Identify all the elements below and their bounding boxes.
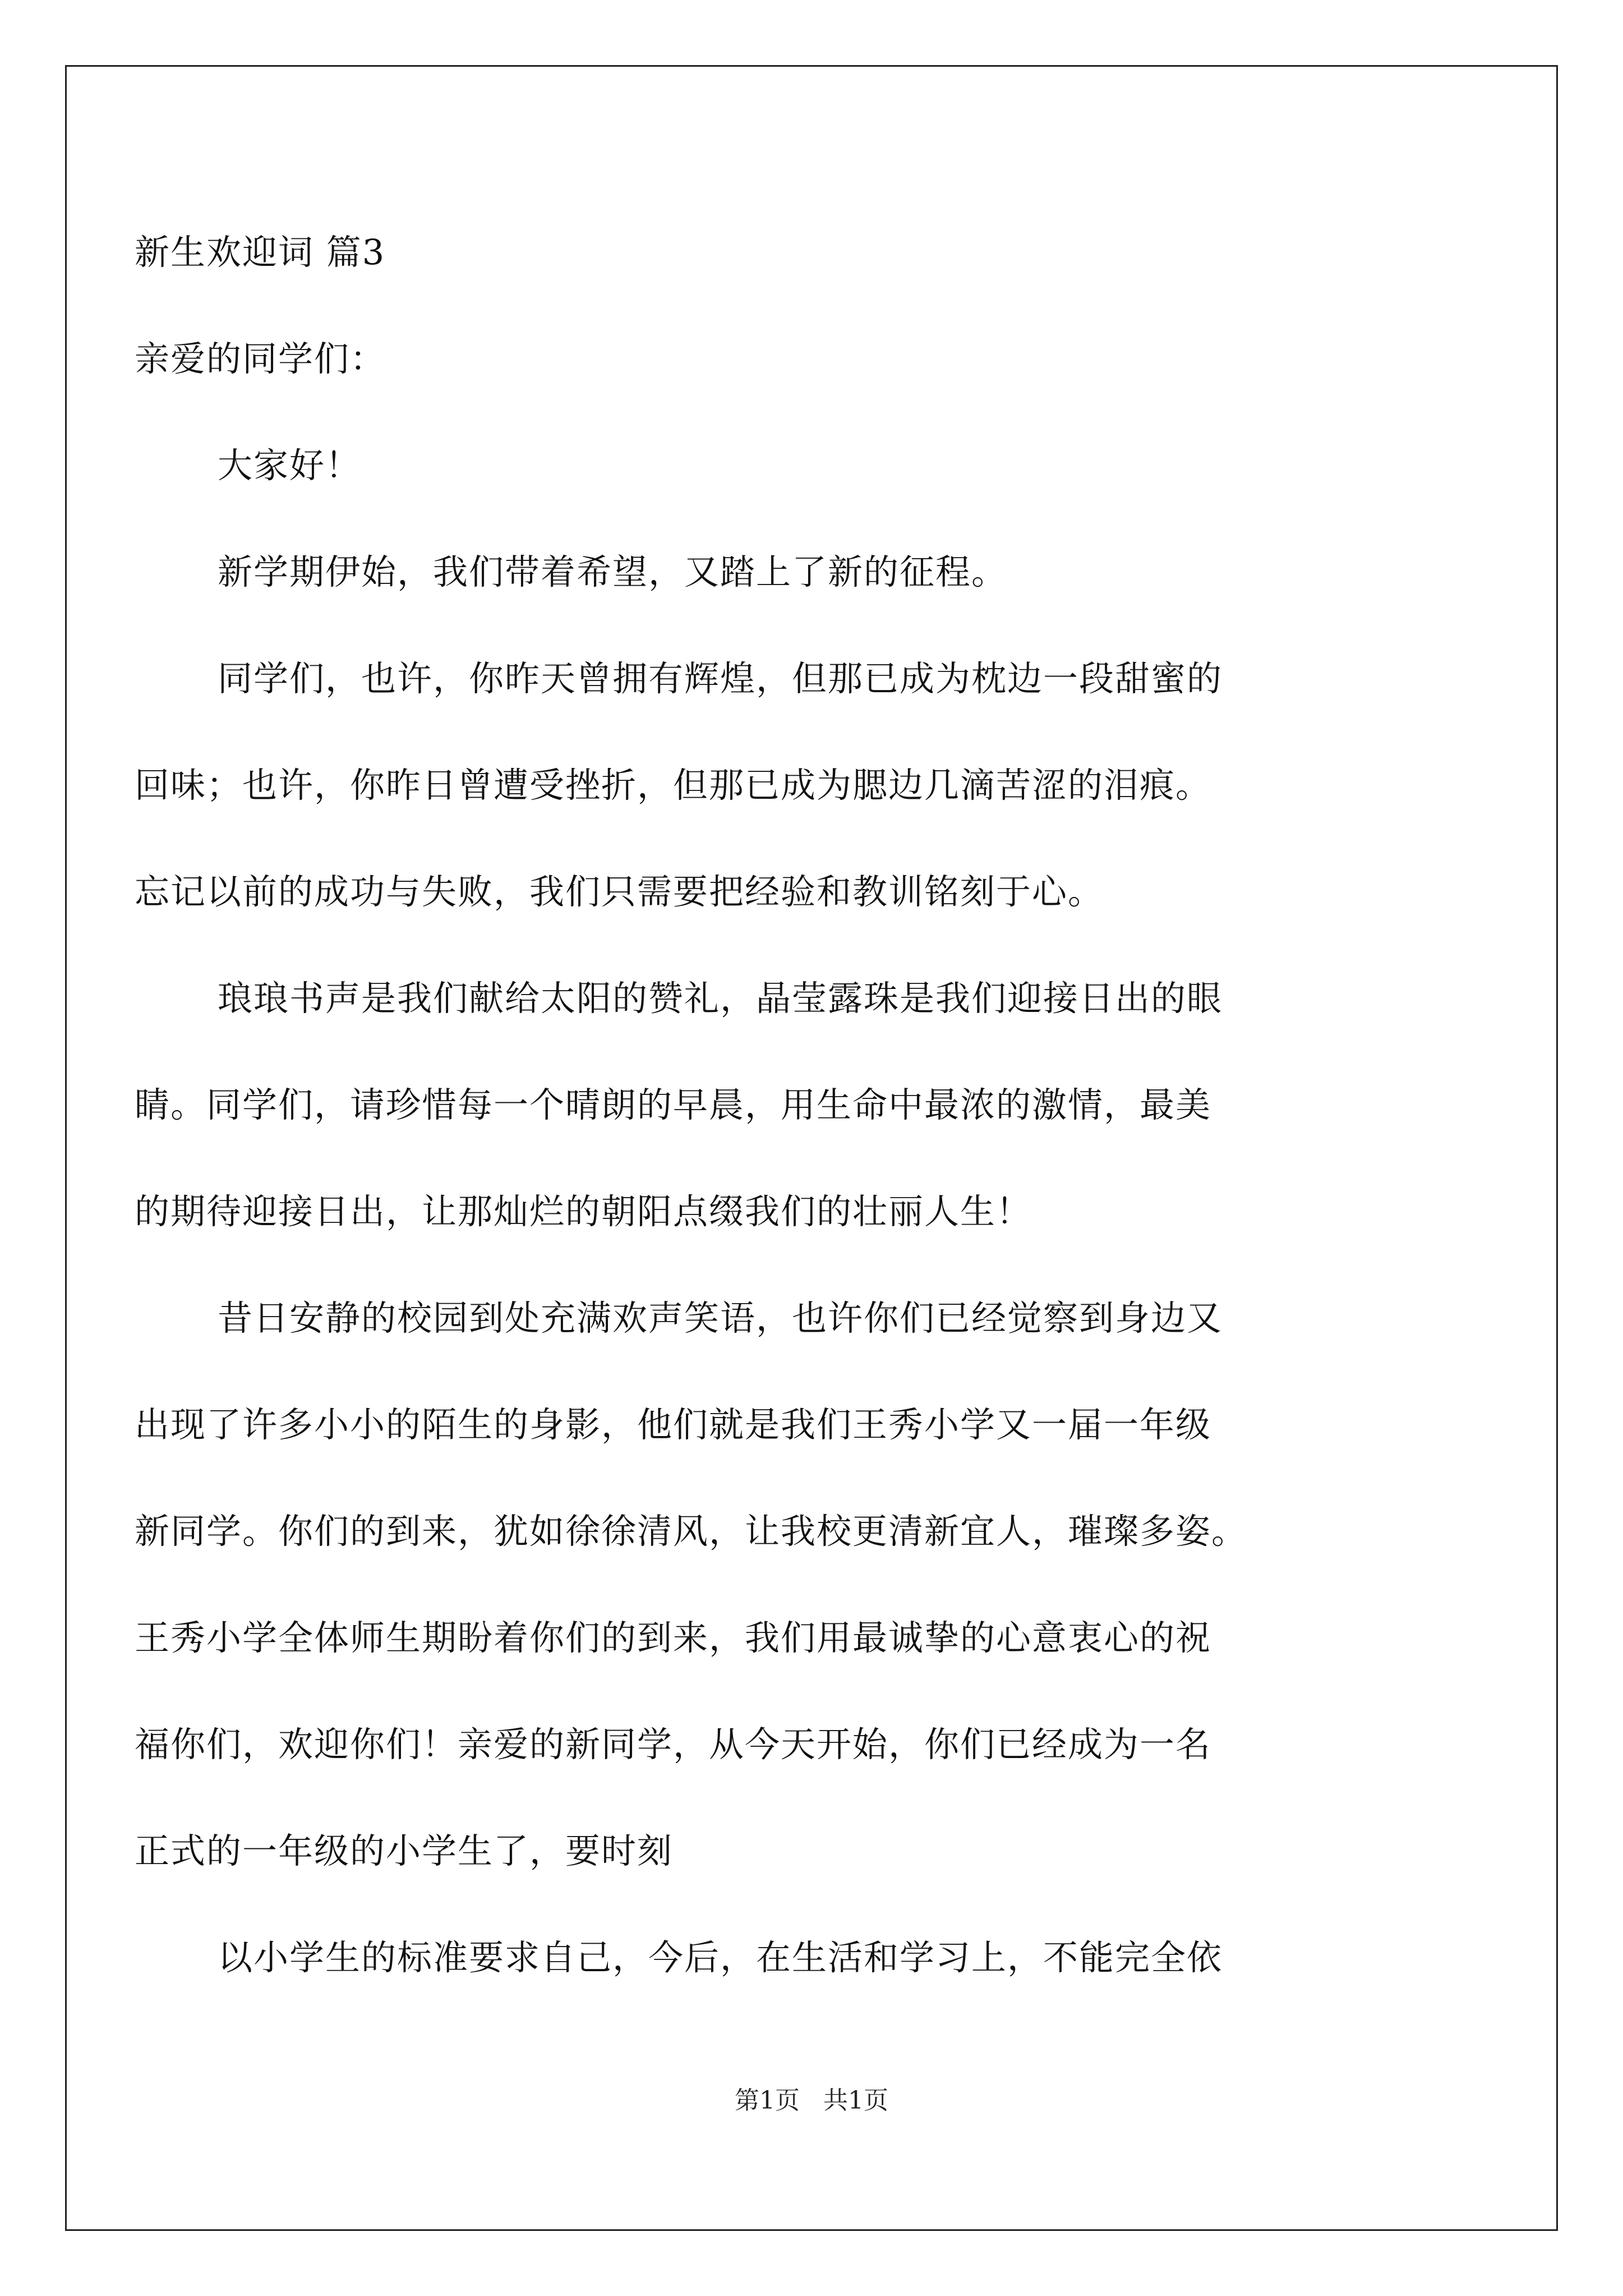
paragraph-line: 睛。同学们，请珍惜每一个晴朗的早晨，用生命中最浓的激情，最美 (135, 1084, 1212, 1125)
paragraph (135, 519, 1424, 625)
document-body (135, 199, 1424, 2011)
paragraph-line: 王秀小学全体师生期盼着你们的到来，我们用最诚挚的心意衷心的祝 (135, 1617, 1212, 1658)
paragraph-line: 以小学生的标准要求自己，今后，在生活和学习上，不能完全依 (218, 1937, 1223, 1978)
paragraph (135, 945, 1424, 1265)
paragraph-line: 的期待迎接日出，让那灿烂的朝阳点缀我们的壮丽人生！ (135, 1191, 1032, 1232)
paragraph (135, 625, 1424, 945)
paragraph (135, 1265, 1424, 1904)
paragraph-line: 福你们，欢迎你们！亲爱的新同学，从今天开始，你们已经成为一名 (135, 1724, 1212, 1765)
paragraph-line: 新学期伊始，我们带着希望，又踏上了新的征程。 (218, 551, 1008, 592)
paragraph-line: 大家好！ (218, 445, 362, 486)
paragraph-line: 新同学。你们的到来，犹如徐徐清风，让我校更清新宜人，璀璨多姿。 (135, 1511, 1248, 1552)
paragraph-line: 忘记以前的成功与失败，我们只需要把经验和教训铭刻于心。 (135, 871, 1104, 912)
paragraph-line: 出现了许多小小的陌生的身影，他们就是我们王秀小学又一届一年级 (135, 1404, 1212, 1445)
page-footer: 第1页 共1页 (735, 2086, 888, 2115)
paragraph-line: 回味；也许，你昨日曾遭受挫折，但那已成为腮边几滴苦涩的泪痕。 (135, 765, 1212, 806)
paragraph-line: 正式的一年级的小学生了，要时刻 (135, 1830, 674, 1871)
paragraph (135, 1904, 1424, 2011)
salutation: 亲爱的同学们： (135, 338, 386, 379)
document-title: 新生欢迎词 篇3 (135, 232, 386, 273)
paragraph-line: 昔日安静的校园到处充满欢声笑语，也许你们已经觉察到身边又 (218, 1297, 1223, 1338)
paragraph-line: 琅琅书声是我们献给太阳的赞礼，晶莹露珠是我们迎接日出的眼 (218, 978, 1223, 1019)
paragraph-line: 同学们，也许，你昨天曾拥有辉煌，但那已成为枕边一段甜蜜的 (218, 658, 1223, 699)
paragraph (135, 412, 1424, 519)
